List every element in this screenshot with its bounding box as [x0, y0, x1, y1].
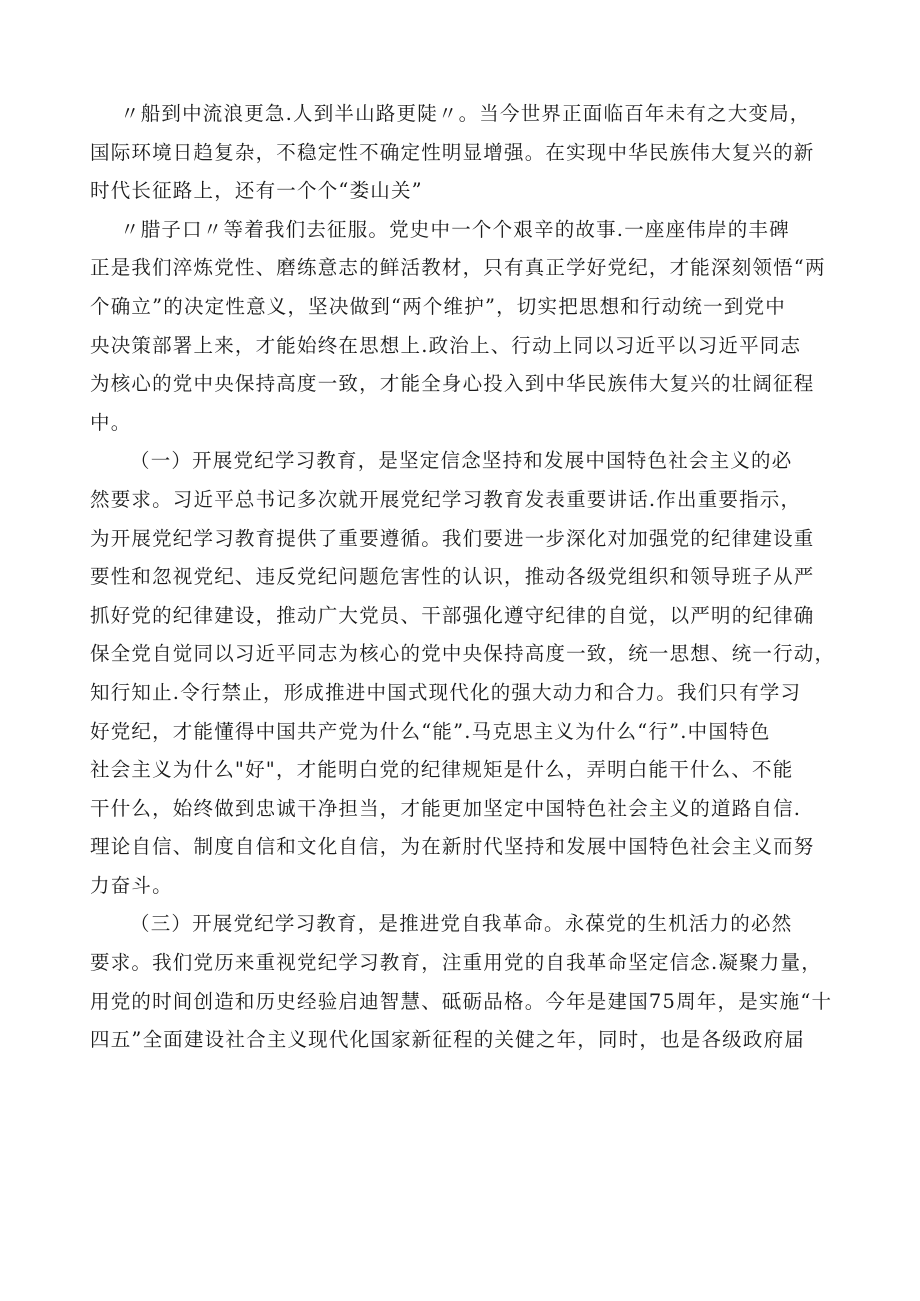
text-line: 时代长征路上，还有一个个“娄山关” [90, 179, 423, 203]
text-line: 理论自信、制度自信和文化自信，为在新肘代坚持和发展中国特色社会主义而努 [90, 835, 815, 859]
text-line: 保全党自觉同以习近平同志为核心的党中央保持高度一致，统一思想、统一行动， [90, 642, 836, 666]
text-line: 个确立”的决定性意义，坚决做到“两个维护”，切实把思想和行动统一到党中 [90, 294, 786, 318]
text-line: 要性和忽视党纪、违反党纪问题危害性的认识，推动各级党组织和领导班子从严 [90, 565, 815, 589]
text-line: 用党的时间创造和历史经验启迪智慧、砥砺品格。今年是建国75周年，是实施“十 [90, 989, 833, 1013]
text-line: 四五”全面建设社合主义现代化国家新征程的关健之年，同时，也是各级政府届 [90, 1028, 805, 1052]
text-line: 〃腊子口〃等着我们去征服。党史中一个个艰辛的故事.一座座伟岸的丰碑 [120, 217, 790, 241]
text-line: 力奋斗。 [90, 873, 173, 897]
text-line: 中。 [90, 410, 132, 434]
text-line: 抓好党的纪律建设，推动广大党员、干部强化遵守纪律的自觉，以严明的纪律确 [90, 603, 815, 627]
text-line: 央决策部署上来，才能始终在思想上.政治上、行动上同以习近平以习近平同志 [90, 333, 802, 357]
text-line: （三）开展党纪学习教育，是推进党自我革命。永葆党的生机活力的必然 [130, 912, 793, 936]
text-line: 要求。我们党历来重视党纪学习教育，注重用党的自我革命坚定信念.凝聚力量， [90, 951, 822, 975]
text-line: 知行知止.令行禁止，形成推进中国式现代化的强大动力和合力。我们只有学习 [90, 680, 802, 704]
text-line: 好党纪，才能懂得中国共产党为什么“能”.马克思主义为什么“行”.中国特色 [90, 719, 771, 743]
text-line: 〃船到中流浪更急.人到半山路更陡〃。当今世界正面临百年未有之大变局， [120, 102, 811, 125]
text-line: （一）开展党纪学习教育，是坚定信念坚持和发展中国特色社会主义的必 [130, 449, 793, 473]
text-line: 干什么，始终做到忠诚干净担当，才能更加坚定中国特色社会主义的道路自信. [90, 796, 802, 820]
text-line: 然要求。习近平总书记多次就开展党纪学习教育发表重要讲话.作出重要指示， [90, 487, 802, 511]
text-line: 为开展党纪学习教育提供了重要遵循。我们要进一步深化对加强党的纪律建设重 [90, 526, 815, 550]
text-line: 正是我们淬炼党性、磨练意志的鲜活教材，只有真正学好党纪，才能深刻领悟“两 [90, 256, 826, 280]
text-line: 国际环境日趋复杂，不稳定性不确定性明显增强。在实现中华民族伟大复兴的新 [90, 140, 815, 164]
document-body [90, 95, 880, 1060]
text-line: 为核心的党中央保持高度一致，才能全身心投入到中华民族伟大复兴的壮阔征程 [90, 372, 815, 396]
text-line: 社会主义为什么"好"，才能明白党的纪律规矩是什么，弄明白能干什么、不能 [90, 758, 794, 782]
